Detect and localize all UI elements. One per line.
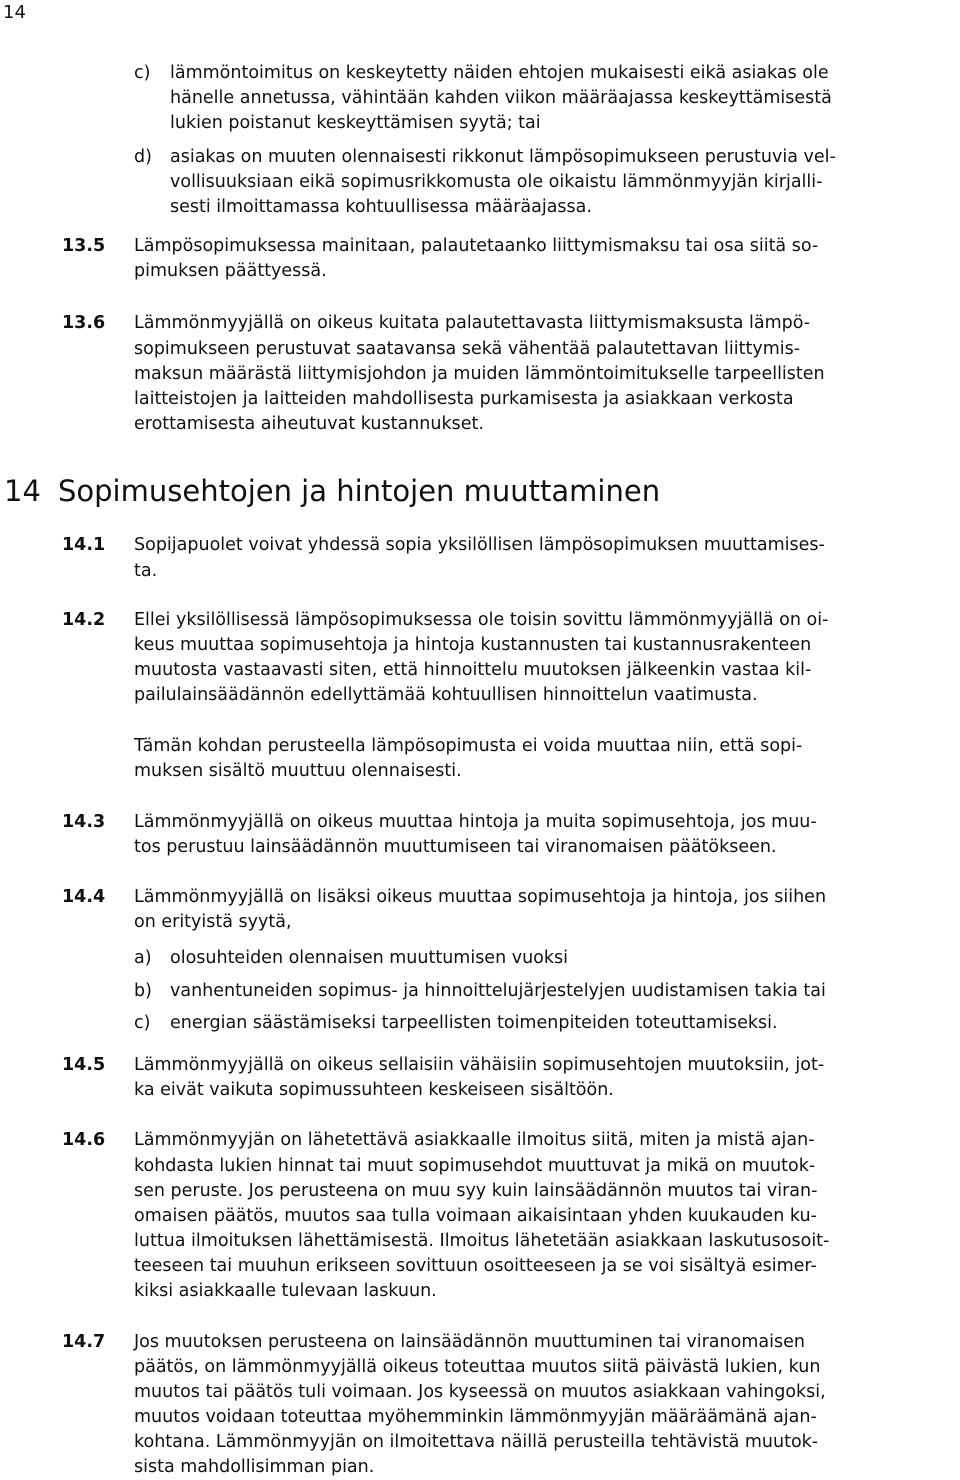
section-line: Jos muutoksen perusteena on lainsäädännön muuttuminen tai viranomaisen — [134, 1332, 805, 1352]
list-line: asiakas on muuten olennaisesti rikkonut lämpösopimukseen perustuvia vel- — [170, 147, 836, 167]
section-line: maksun määrästä liittymisjohdon ja muiden lämmöntoimitukselle tarpeellisten — [134, 364, 825, 384]
section-line: kohtana. Lämmönmyyjän on ilmoitettava näillä perusteilla tehtävistä muutok- — [134, 1432, 819, 1452]
list-line: vollisuuksiaan eikä sopimusrikkomusta ole oikaistu lämmönmyyjän kirjalli- — [170, 172, 823, 192]
section-line: sista mahdollisimman pian. — [134, 1457, 375, 1477]
section-line: Tämän kohdan perusteella lämpösopimusta ei voida muuttaa niin, että sopi- — [134, 736, 803, 756]
list-letter: c) — [134, 63, 151, 83]
list-line: lämmöntoimitus on keskeytetty näiden ehtojen mukaisesti eikä asiakas ole — [170, 63, 829, 83]
list-letter: c) — [134, 1013, 151, 1033]
section-line: sen peruste. Jos perusteena on muu syy kuin lainsäädännön muutos tai viran- — [134, 1181, 818, 1201]
section-line: muutos tai päätös tuli voimaan. Jos kyseessä on muutos asiakkaan vahingoksi, — [134, 1382, 826, 1402]
section-line: omaisen päätös, muutos saa tulla voimaan aikaisintaan yhden kuukauden ku- — [134, 1206, 817, 1226]
list-line: vanhentuneiden sopimus- ja hinnoittelujärjestelyjen uudistamisen takia tai — [170, 981, 826, 1001]
list-letter: b) — [134, 981, 152, 1001]
section-number: 14.5 — [62, 1055, 106, 1075]
list-line: lukien poistanut keskeyttämisen syytä; tai — [170, 113, 541, 133]
section-number: 14.4 — [62, 887, 106, 907]
section-number: 14.7 — [62, 1332, 106, 1352]
section-line: luttua ilmoituksen lähettämisestä. Ilmoitus lähetetään asiakkaan laskutusosoit- — [134, 1231, 830, 1251]
section-number: 13.6 — [62, 313, 106, 333]
section-line: erottamisesta aiheutuvat kustannukset. — [134, 414, 484, 434]
section-line: Lämmönmyyjällä on lisäksi oikeus muuttaa sopimusehtoja ja hintoja, jos siihen — [134, 887, 827, 907]
section-line: Lämmönmyyjällä on oikeus sellaisiin vähäisiin sopimusehtojen muutoksiin, jot- — [134, 1055, 825, 1075]
section-line: teeseen tai muuhun erikseen sovittuun osoitteeseen ja se voi sisältyä esimer- — [134, 1256, 817, 1276]
section-line: kiksi asiakkaalle tulevaan laskuun. — [134, 1281, 437, 1301]
section-line: pailulainsäädännön edellyttämää kohtuullisen hinnoittelun vaatimusta. — [134, 685, 758, 705]
section-number: 14.2 — [62, 610, 106, 630]
section-line: Ellei yksilöllisessä lämpösopimuksessa ole toisin sovittu lämmönmyyjällä on oi- — [134, 610, 829, 630]
list-letter: d) — [134, 147, 152, 167]
section-line: Lämmönmyyjällä on oikeus kuitata palautettavasta liittymismaksusta lämpö- — [134, 313, 811, 333]
section-heading — [4, 473, 660, 509]
section-line: muutos voidaan toteuttaa myöhemminkin lämmönmyyjän määräämänä ajan- — [134, 1407, 817, 1427]
section-line: tos perustuu lainsäädännön muuttumiseen tai viranomaisen päätökseen. — [134, 837, 777, 857]
page-number: 14 — [3, 2, 26, 23]
section-line: muutosta vastaavasti siten, että hinnoittelu muutoksen jälkeenkin vastaa kil- — [134, 660, 812, 680]
list-line: olosuhteiden olennaisen muuttumisen vuoksi — [170, 948, 568, 968]
section-line: ta. — [134, 561, 158, 581]
list-line: hänelle annetussa, vähintään kahden viikon määräajassa keskeyttämisestä — [170, 88, 832, 108]
section-line: laitteistojen ja laitteiden mahdollisesta purkamisesta ja asiakkaan verkosta — [134, 389, 794, 409]
heading-title: Sopimusehtojen ja hintojen muuttaminen — [58, 474, 661, 508]
list-line: sesti ilmoittamassa kohtuullisessa määräajassa. — [170, 197, 592, 217]
heading-number: 14 — [4, 474, 41, 508]
section-line: Lämmönmyyjällä on oikeus muuttaa hintoja ja muita sopimusehtoja, jos muu- — [134, 812, 817, 832]
section-number: 14.1 — [62, 535, 106, 555]
section-line: päätös, on lämmönmyyjällä oikeus toteuttaa muutos siitä päivästä lukien, kun — [134, 1357, 821, 1377]
section-line: muksen sisältö muuttuu olennaisesti. — [134, 761, 462, 781]
section-line: on erityistä syytä, — [134, 912, 292, 932]
section-line: Lämmönmyyjän on lähetettävä asiakkaalle ilmoitus siitä, miten ja mistä ajan- — [134, 1130, 815, 1150]
section-number: 14.6 — [62, 1130, 106, 1150]
section-number: 14.3 — [62, 812, 106, 832]
section-line: ka eivät vaikuta sopimussuhteen keskeiseen sisältöön. — [134, 1080, 614, 1100]
section-line: Lämpösopimuksessa mainitaan, palautetaanko liittymismaksu tai osa siitä so- — [134, 236, 819, 256]
list-line: energian säästämiseksi tarpeellisten toimenpiteiden toteuttamiseksi. — [170, 1013, 778, 1033]
section-line: pimuksen päättyessä. — [134, 261, 327, 281]
section-line: kohdasta lukien hinnat tai muut sopimusehdot muuttuvat ja mikä on muutok- — [134, 1156, 816, 1176]
section-number: 13.5 — [62, 236, 106, 256]
section-line: Sopijapuolet voivat yhdessä sopia yksilöllisen lämpösopimuksen muuttamises- — [134, 535, 825, 555]
section-line: keus muuttaa sopimusehtoja ja hintoja kustannusten tai kustannusrakenteen — [134, 635, 812, 655]
list-letter: a) — [134, 948, 152, 968]
section-line: sopimukseen perustuvat saatavansa sekä vähentää palautettavan liittymis- — [134, 339, 801, 359]
